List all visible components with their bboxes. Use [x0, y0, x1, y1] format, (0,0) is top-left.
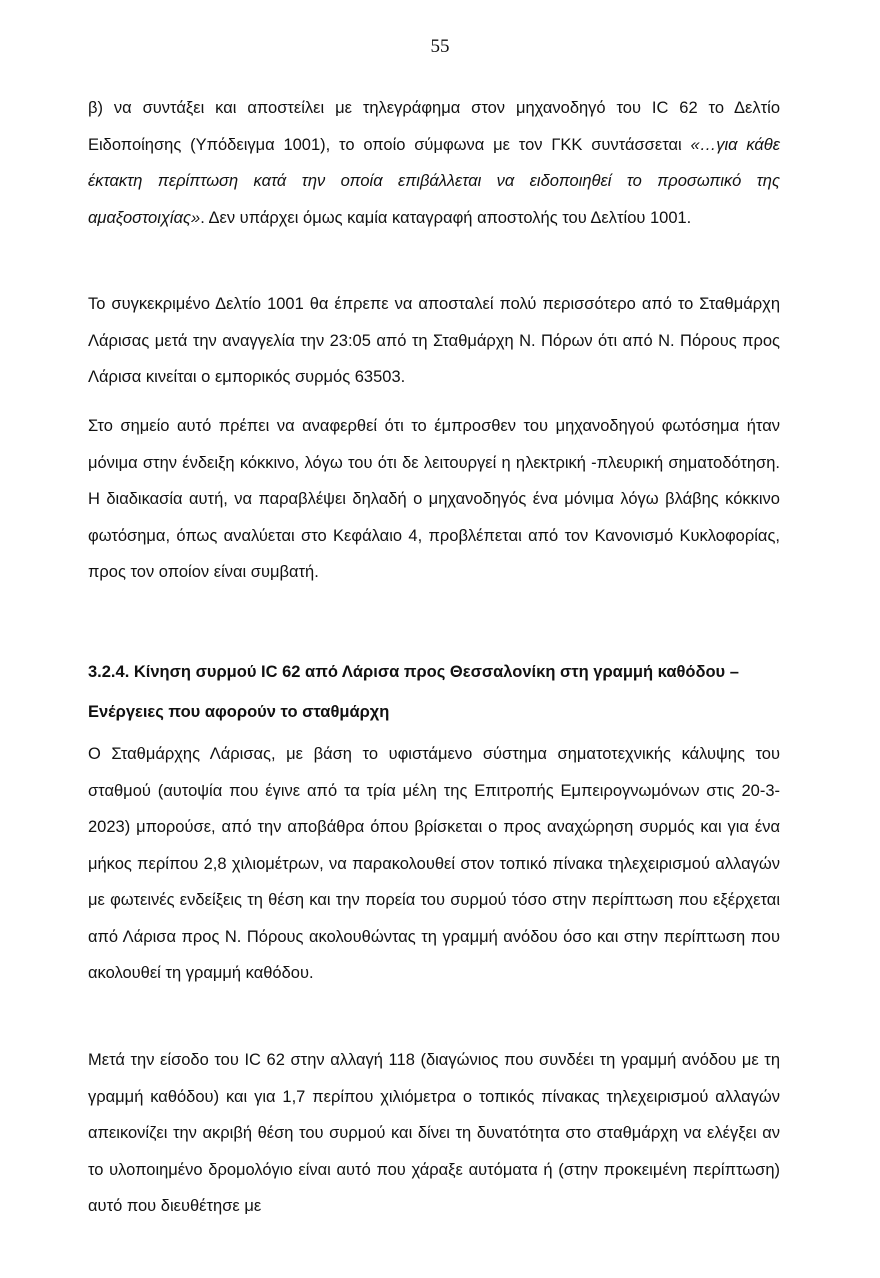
paragraph-station-master: Ο Σταθμάρχης Λάρισας, με βάση το υφιστάμενο σύστημα σηματοτεχνικής κάλυψης του σταθμού (αυτοψία που έγινε από τα τρία μέλη της Επιτροπής Εμπειρογνωμόνων στις 20-3-2023) μπορούσε, από την αποβάθρα όπου βρίσκεται ο προς αναχώρηση συρμός και για ένα μήκος περίπου 2,8 χιλιομέτρων, να παρακολουθεί στον τοπικό πίνακα τηλεχειρισμού αλλαγών με φωτεινές ενδείξεις τη θέση και την πορεία του συρμού τόσο στην περίπτωση που εξέρχεται από Λάρισα προς Ν. Πόρους ακολουθώντας τη γραμμή ανόδου όσο και στην περίπτωση που ακολουθεί τη γραμμή καθόδου.	[88, 745, 780, 982]
paragraph-larisa-notice: Το συγκεκριμένο Δελτίο 1001 θα έπρεπε να αποσταλεί πολύ περισσότερο από το Σταθμάρχη Λάρισας μετά την αναγγελία την 23:05 από τη Σταθμάρχη Ν. Πόρων ότι από Ν. Πόρους προς Λάρισα κινείται ο εμπορικός συρμός 63503.	[88, 295, 780, 386]
paragraph-text: β) να συντάξει και αποστείλει με τηλεγράφημα στον μηχανοδηγό του IC 62 το Δελτίο Ειδοποίησης (Υπόδειγμα 1001), το οποίο σύμφωνα με τον ΓΚΚ συντάσσεται	[88, 99, 780, 154]
paragraph-text: . Δεν υπάρχει όμως καμία καταγραφή αποστολής του Δελτίου 1001.	[200, 208, 692, 227]
section-heading: 3.2.4. Κίνηση συρμού IC 62 από Λάρισα προς Θεσσαλονίκη στη γραμμή καθόδου – Ενέργειες που αφορούν το σταθμάρχη	[88, 663, 739, 721]
paragraph-switch-118: Μετά την είσοδο του IC 62 στην αλλαγή 118 (διαγώνιος που συνδέει τη γραμμή ανόδου με τη γραμμή καθόδου) και για 1,7 περίπου χιλιόμετρα ο τοπικός πίνακας τηλεχειρισμού αλλαγών απεικονίζει την ακριβή θέση του συρμού και δίνει τη δυνατότητα στο σταθμάρχη να ελέγξει αν το υλοποιημένο δρομολόγιο είναι αυτό που χάραξε αυτόματα ή (στην προκειμένη περίπτωση) αυτό που διευθέτησε με	[88, 1051, 780, 1215]
page-number: 55	[430, 36, 450, 57]
quote-text: «…για κάθε έκτακτη περίπτωση κατά την οποία επιβάλλεται να ειδοποιηθεί το προσωπικό της αμαξοστοιχίας»	[88, 135, 781, 227]
paragraph-bulletin-1001	[88, 90, 780, 236]
paragraph-red-signal: Στο σημείο αυτό πρέπει να αναφερθεί ότι το έμπροσθεν του μηχανοδηγού φωτόσημα ήταν μόνιμα στην ένδειξη κόκκινο, λόγω του ότι δε λειτουργεί η ηλεκτρική -πλευρική σηματοδότηση. Η διαδικασία αυτή, να παραβλέψει δηλαδή ο μηχανοδηγός ένα μόνιμα λόγω βλάβης κόκκινο φωτόσημα, όπως αναλύεται στο Κεφάλαιο 4, προβλέπεται από τον Κανονισμό Κυκλοφορίας, προς τον οποίον είναι συμβατή.	[88, 417, 780, 581]
